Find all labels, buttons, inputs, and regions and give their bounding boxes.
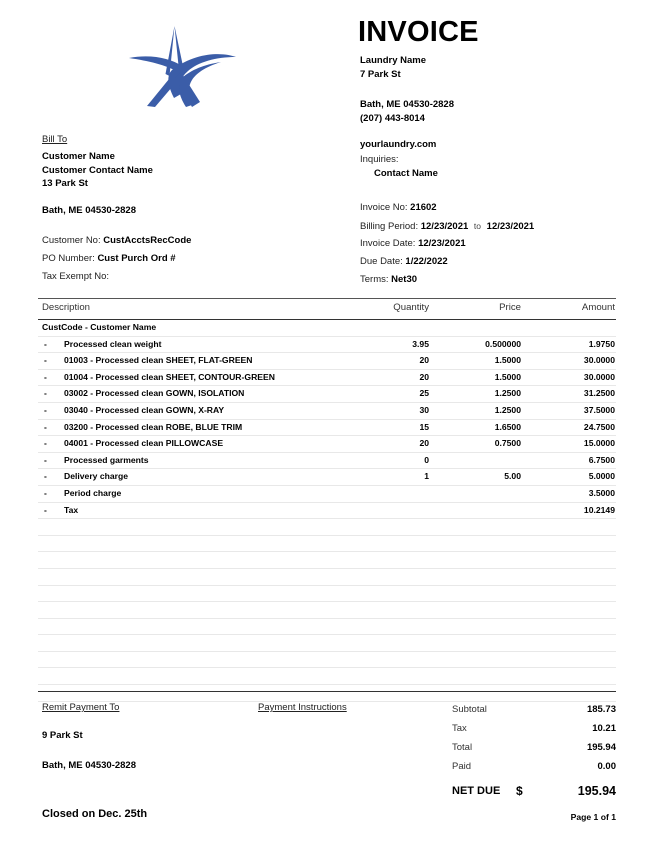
invoice-meta <box>360 199 534 289</box>
net-due-currency-symbol: $ <box>516 784 523 798</box>
table-row <box>38 503 616 520</box>
company-contact-block <box>360 98 454 125</box>
due-date-label: Due Date: <box>360 256 403 267</box>
net-due-label: NET DUE <box>452 785 501 797</box>
bill-to-lines <box>42 150 191 191</box>
cell-price: 0.7500 <box>494 438 521 449</box>
cell-price: 1.5000 <box>494 371 521 382</box>
cell-price: 5.00 <box>504 471 521 482</box>
cell-price: 1.5000 <box>494 355 521 366</box>
table-row <box>38 453 616 470</box>
inquiries-contact: Contact Name <box>374 168 438 179</box>
totals-label: Subtotal <box>452 704 487 715</box>
table-blank-row <box>38 602 616 619</box>
table-row <box>38 469 616 486</box>
company-name-address <box>360 54 426 81</box>
terms-label: Terms: <box>360 274 389 285</box>
cell-quantity: 1 <box>424 471 429 482</box>
table-blank-row <box>38 536 616 553</box>
row-bullet-dash: - <box>44 338 47 349</box>
cell-description: 03002 - Processed clean GOWN, ISOLATION <box>64 388 245 399</box>
totals-value: 185.73 <box>586 704 616 715</box>
row-bullet-dash: - <box>44 487 47 498</box>
cell-amount: 37.5000 <box>583 404 615 415</box>
tax-exempt-no-label: Tax Exempt No: <box>42 270 110 282</box>
net-due-row <box>452 779 616 803</box>
cell-amount: 24.7500 <box>583 421 615 432</box>
table-blank-row <box>38 635 616 652</box>
customer-no-label: Customer No: <box>42 234 101 246</box>
table-blank-row <box>38 519 616 536</box>
line-items-table <box>38 298 616 702</box>
row-bullet-dash: - <box>44 388 47 399</box>
row-bullet-dash: - <box>44 504 47 515</box>
totals-label: Paid <box>452 761 472 772</box>
remit-payment-block <box>42 702 119 713</box>
cell-amount: 30.0000 <box>583 355 615 366</box>
cell-quantity: 20 <box>419 371 429 382</box>
company-street: 7 Park St <box>360 68 401 80</box>
po-number-row <box>42 250 191 268</box>
totals-row <box>452 700 616 719</box>
table-blank-row <box>38 552 616 569</box>
table-row <box>38 353 616 370</box>
column-header-description: Description <box>42 302 90 313</box>
cell-quantity: 20 <box>419 438 429 449</box>
cell-quantity: 3.95 <box>412 338 429 349</box>
customer-no-row <box>42 232 191 250</box>
invoice-header <box>0 0 652 295</box>
cell-price: 0.500000 <box>485 338 521 349</box>
bill-to-heading: Bill To <box>42 134 68 145</box>
bill-to-street: 13 Park St <box>42 178 88 189</box>
cell-description: 03200 - Processed clean ROBE, BLUE TRIM <box>64 421 243 432</box>
table-row <box>38 370 616 387</box>
cell-amount: 10.2149 <box>583 504 615 515</box>
remit-city-state-zip: Bath, ME 04530-2828 <box>42 760 136 771</box>
table-blank-row <box>38 619 616 636</box>
invoice-no-label: Invoice No: <box>360 202 408 213</box>
company-name: Laundry Name <box>360 55 426 66</box>
billing-period-separator: to <box>473 221 482 231</box>
cell-quantity: 20 <box>419 355 429 366</box>
cell-amount: 6.7500 <box>588 454 615 465</box>
cell-description: Processed garments <box>64 454 149 465</box>
cell-quantity: 25 <box>419 388 429 399</box>
cell-price: 1.2500 <box>494 404 521 415</box>
po-number-value: Cust Purch Ord # <box>97 252 176 264</box>
column-header-quantity: Quantity <box>393 302 429 313</box>
column-header-amount: Amount <box>581 302 615 313</box>
cell-quantity: 15 <box>419 421 429 432</box>
table-body <box>38 320 616 702</box>
cell-description: 03040 - Processed clean GOWN, X-RAY <box>64 404 225 415</box>
billing-period-from: 12/23/2021 <box>420 221 469 232</box>
page-indicator: Page 1 of 1 <box>570 812 616 822</box>
table-row <box>38 420 616 437</box>
table-blank-row <box>38 569 616 586</box>
invoice-no-value: 21602 <box>410 202 437 213</box>
cell-description: 04001 - Processed clean PILLOWCASE <box>64 438 224 449</box>
bill-to-fields <box>42 232 191 286</box>
due-date-value: 1/22/2022 <box>405 256 448 267</box>
table-row <box>38 403 616 420</box>
cell-description: Period charge <box>64 487 122 498</box>
cell-amount: 31.2500 <box>583 388 615 399</box>
cell-amount: 5.0000 <box>588 471 615 482</box>
company-website[interactable]: yourlaundry.com <box>360 139 437 150</box>
row-bullet-dash: - <box>44 454 47 465</box>
bill-to-customer-contact: Customer Contact Name <box>42 164 153 176</box>
net-due-value: 195.94 <box>577 784 616 798</box>
meta-row-invoice-no <box>360 199 534 217</box>
cell-amount: 15.0000 <box>583 438 615 449</box>
cell-description: 01004 - Processed clean SHEET, CONTOUR-GREEN <box>64 371 275 382</box>
cell-quantity: 0 <box>424 454 429 465</box>
totals-label: Tax <box>452 723 467 734</box>
cell-quantity: 30 <box>419 404 429 415</box>
table-row <box>38 486 616 503</box>
cell-amount: 1.9750 <box>588 338 615 349</box>
totals-row <box>452 719 616 738</box>
billing-period-label: Billing Period: <box>360 221 419 232</box>
cell-description: Processed clean weight <box>64 338 162 349</box>
table-row <box>38 337 616 354</box>
cell-price: 1.2500 <box>494 388 521 399</box>
payment-instructions-heading: Payment Instructions <box>258 702 347 713</box>
table-group-row <box>38 320 616 337</box>
table-group-label: CustCode - Customer Name <box>42 322 157 332</box>
totals-value: 195.94 <box>586 742 616 753</box>
po-number-label: PO Number: <box>42 252 95 264</box>
table-header-row <box>38 298 616 320</box>
tax-exempt-no-row <box>42 268 191 286</box>
table-row <box>38 386 616 403</box>
cell-description: Tax <box>64 504 79 515</box>
totals-value: 10.21 <box>592 723 616 734</box>
cell-description: 01003 - Processed clean SHEET, FLAT-GREEN <box>64 355 253 366</box>
remit-street: 9 Park St <box>42 730 83 741</box>
table-blank-row <box>38 668 616 685</box>
invoice-date-value: 12/23/2021 <box>418 238 466 249</box>
totals-value: 0.00 <box>597 761 616 772</box>
bill-to-customer-name: Customer Name <box>42 151 115 162</box>
billing-period-to: 12/23/2021 <box>486 221 535 232</box>
meta-row-invoice-date <box>360 235 534 253</box>
totals-block <box>452 700 616 803</box>
row-bullet-dash: - <box>44 471 47 482</box>
table-blank-row <box>38 586 616 603</box>
meta-row-billing-period <box>360 217 534 235</box>
totals-label: Total <box>452 742 473 753</box>
customer-no-value: CustAcctsRecCode <box>103 234 192 246</box>
column-header-price: Price <box>499 302 521 313</box>
table-blank-row <box>38 652 616 669</box>
row-bullet-dash: - <box>44 438 47 449</box>
page-title: INVOICE <box>358 16 479 48</box>
row-bullet-dash: - <box>44 355 47 366</box>
bill-to-city-state-zip: Bath, ME 04530-2828 <box>42 204 136 216</box>
bill-to-block <box>42 134 191 286</box>
totals-row <box>452 738 616 757</box>
table-row <box>38 436 616 453</box>
remit-payment-heading: Remit Payment To <box>42 702 120 713</box>
cell-amount: 30.0000 <box>583 371 615 382</box>
closed-note: Closed on Dec. 25th <box>42 808 148 820</box>
inquiries-label: Inquiries: <box>360 154 399 165</box>
company-phone: (207) 443-8014 <box>360 112 425 124</box>
meta-row-due-date <box>360 253 534 271</box>
cell-amount: 3.5000 <box>588 487 615 498</box>
terms-value: Net30 <box>391 274 418 285</box>
company-city-state-zip: Bath, ME 04530-2828 <box>360 99 454 110</box>
star-logo <box>128 14 238 109</box>
row-bullet-dash: - <box>44 404 47 415</box>
totals-row <box>452 757 616 776</box>
invoice-date-label: Invoice Date: <box>360 238 416 249</box>
cell-description: Delivery charge <box>64 471 129 482</box>
star-logo-icon <box>128 14 238 109</box>
row-bullet-dash: - <box>44 421 47 432</box>
cell-price: 1.6500 <box>494 421 521 432</box>
footer-divider <box>38 691 616 692</box>
meta-row-terms <box>360 271 534 289</box>
row-bullet-dash: - <box>44 371 47 382</box>
